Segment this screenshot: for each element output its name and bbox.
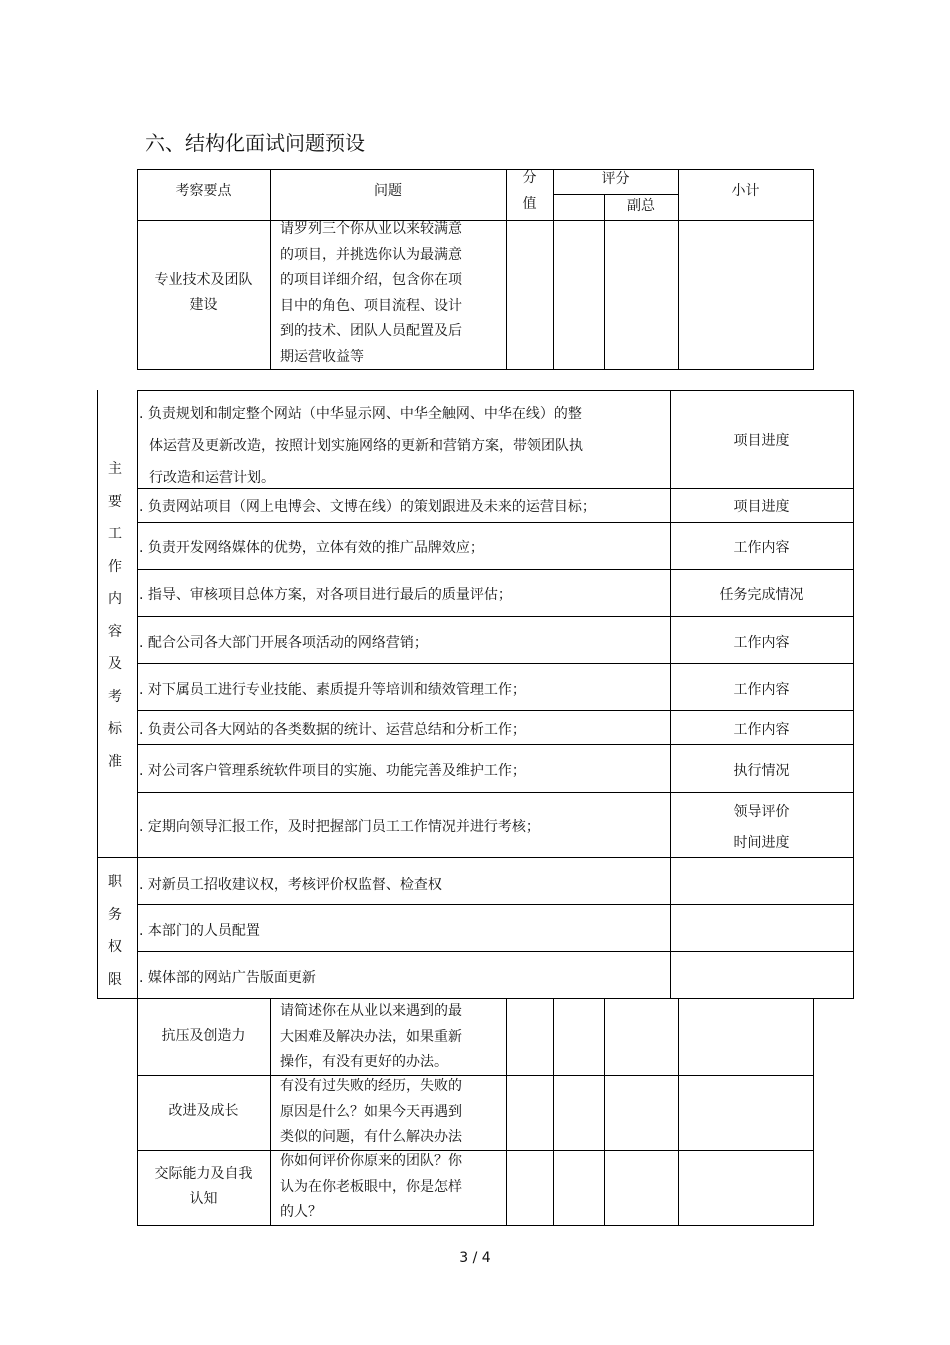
criterion-3: 工作内容 [733, 540, 790, 556]
duty-row-3: . 负责开发网络媒体的优势，立体有效的推广品牌效应； [139, 540, 484, 556]
criterion-9a: 领导评价 [733, 804, 790, 820]
duty-row-2: . 负责网站项目（网上电博会、文博在线）的策划跟进及未来的运营目标； [139, 499, 596, 515]
criterion-1: 项目进度 [733, 433, 790, 449]
header-rating: 评分 [601, 171, 630, 187]
header-subtotal: 小计 [731, 183, 760, 199]
question-professional: 请罗列三个你从业以来较满意 的项目，并挑选你认为最满意 的项目详细介绍，包含你在项 目中的角色、项目流程、设计 到的技术、团队人员配置及后 期运营收益等 [280, 221, 462, 365]
criterion-7: 工作内容 [733, 722, 790, 738]
question-growth: 有没有过失败的经历，失败的 原因是什么？如果今天再遇到 类似的问题，有什么解决办法 [280, 1078, 462, 1145]
authority-row-1: . 对新员工招收建议权，考核评价权监督、检查权 [139, 877, 442, 893]
duty-row-7: . 负责公司各大网站的各类数据的统计、运营总结和分析工作； [139, 722, 526, 738]
question-communication: 你如何评价你原来的团队？你 认为在你老板眼中，你是怎样 的人？ [280, 1153, 462, 1220]
authority-row-2: . 本部门的人员配置 [139, 923, 260, 939]
header-sub: 副总 [627, 198, 655, 214]
criterion-5: 工作内容 [733, 635, 790, 651]
criterion-2: 项目进度 [733, 499, 790, 515]
point-communication: 交际能力及自我 [154, 1166, 253, 1182]
section-label-duties: 主 要 工 作 内 容 及 考 标 准 [108, 461, 122, 770]
criterion-8: 执行情况 [733, 763, 790, 779]
section-label-authority: 职 务 权 限 [108, 874, 122, 988]
question-pressure: 请简述你在从业以来遇到的最 大困难及解决办法，如果重新 操作，有没有更好的办法。 [280, 1003, 462, 1070]
header-score-1: 分 [522, 170, 537, 186]
duty-row-6: . 对下属员工进行专业技能、素质提升等培训和绩效管理工作； [139, 682, 526, 698]
duty-row-8: . 对公司客户管理系统软件项目的实施、功能完善及维护工作； [139, 763, 526, 779]
duty-row-4: . 指导、审核项目总体方案，对各项目进行最后的质量评估； [139, 587, 512, 603]
point-growth: 改进及成长 [168, 1103, 239, 1119]
section-title: 六、结构化面试问题预设 [145, 131, 365, 155]
header-score-2: 值 [522, 196, 537, 212]
criterion-4: 任务完成情况 [719, 587, 804, 603]
authority-row-3: . 媒体部的网站广告版面更新 [139, 970, 316, 986]
point-pressure: 抗压及创造力 [161, 1028, 246, 1044]
page-number: 3 / 4 [459, 1250, 491, 1266]
header-question: 问题 [374, 183, 402, 199]
duty-row-5: . 配合公司各大部门开展各项活动的网络营销； [139, 635, 428, 651]
point-professional: 专业技术及团队 [154, 272, 253, 288]
duty-row-9: . 定期向领导汇报工作，及时把握部门员工工作情况并进行考核； [139, 819, 540, 835]
criterion-9b: 时间进度 [733, 835, 790, 851]
duty-row-1: . 负责规划和制定整个网站（中华显示网、中华全触网、中华在线）的整 体运营及更新改造，按照计划实施网络的更新和营销方案，带领团队执 行改造和运营计划。 [139, 406, 583, 486]
header-point: 考察要点 [175, 183, 232, 199]
criterion-6: 工作内容 [733, 682, 790, 698]
point-professional-2: 建设 [189, 297, 218, 313]
point-communication-2: 认知 [189, 1191, 218, 1207]
